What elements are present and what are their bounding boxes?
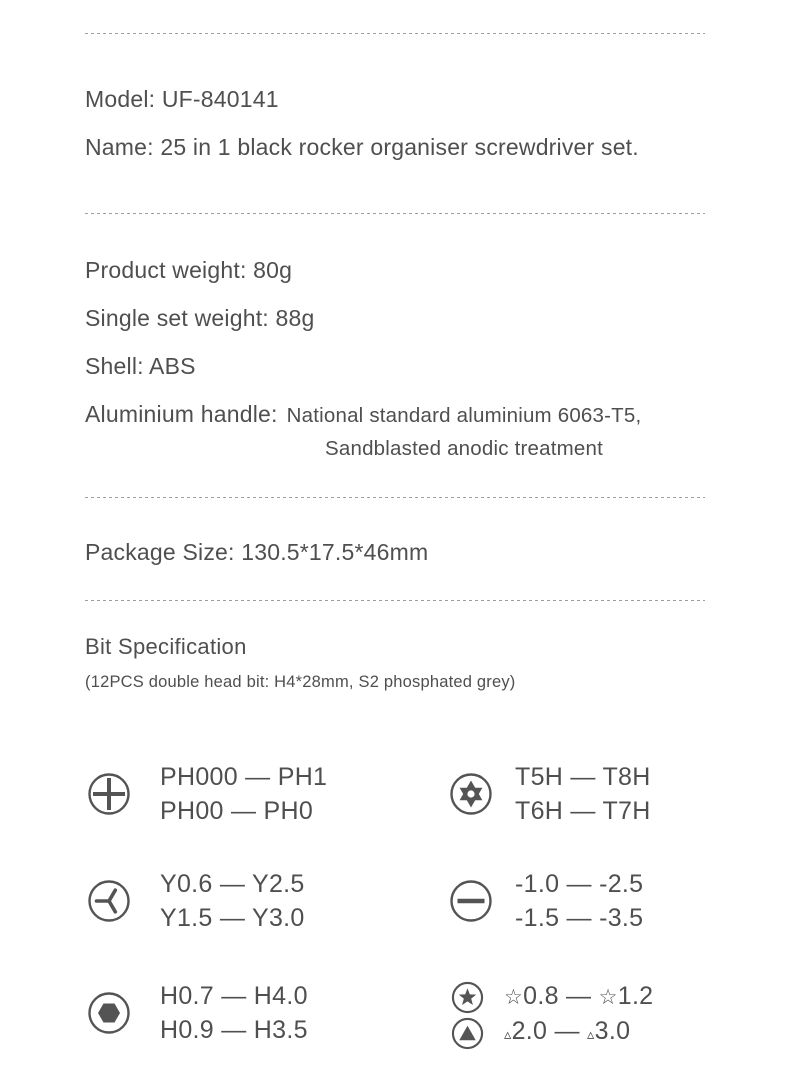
bit-range-text	[160, 760, 327, 828]
bit-range-line: H0.9 — H3.5	[160, 1016, 308, 1044]
model-line: Model: UF-840141	[85, 86, 279, 112]
star-outline-glyph: ☆	[504, 986, 524, 1009]
bit-range-text	[160, 867, 305, 935]
divider-after-package	[85, 600, 705, 601]
bit-range-line: -1.0 — -2.5	[515, 870, 644, 898]
phillips-icon	[87, 772, 131, 816]
triangle-icon	[451, 1017, 484, 1050]
bit-group-y-type	[87, 867, 305, 935]
bit-range-line: T6H — T7H	[515, 797, 651, 825]
bit-group-hex	[87, 979, 308, 1047]
star-icon	[451, 981, 484, 1014]
shell-line: Shell: ABS	[85, 353, 196, 379]
handle-value-line1: National standard aluminium 6063-T5,	[286, 404, 642, 427]
bit-range-line: PH00 — PH0	[160, 797, 314, 825]
bit-range-text	[504, 1014, 630, 1052]
triangle-outline-glyph: ▵	[504, 1027, 512, 1043]
aluminium-handle-value	[287, 399, 642, 465]
star-outline-glyph: ☆	[598, 986, 618, 1009]
bit-specification-heading: Bit Specification	[85, 634, 247, 659]
bit-group-slotted	[449, 867, 643, 935]
aluminium-handle-label: Aluminium handle:	[85, 401, 278, 427]
bit-range-line: T5H — T8H	[515, 763, 651, 791]
bit-range-text	[515, 867, 643, 935]
y-type-icon	[87, 879, 131, 923]
bit-range-line: -1.5 — -3.5	[515, 904, 644, 932]
torx-security-icon	[449, 772, 493, 816]
bit-range-line: ▵2.0 — ▵3.0	[504, 1017, 631, 1045]
bit-range-line: Y1.5 — Y3.0	[160, 904, 305, 932]
bit-range-line: Y0.6 — Y2.5	[160, 870, 305, 898]
aluminium-handle-row	[85, 399, 641, 465]
bit-group-phillips	[87, 760, 327, 828]
bit-range-line: ☆0.8 — ☆1.2	[504, 982, 654, 1010]
product-name-line: Name: 25 in 1 black rocker organiser screwdriver set.	[85, 134, 639, 160]
single-set-weight-line: Single set weight: 88g	[85, 305, 315, 331]
product-weight-line: Product weight: 80g	[85, 257, 293, 283]
bit-range-text	[160, 979, 308, 1047]
bit-group-triangle	[451, 1016, 630, 1050]
hex-icon	[87, 991, 131, 1035]
bit-group-torx-security	[449, 760, 651, 828]
bit-range-text	[504, 979, 653, 1015]
package-size-line: Package Size: 130.5*17.5*46mm	[85, 539, 429, 565]
bit-specification-subheading: (12PCS double head bit: H4*28mm, S2 phosphated grey)	[85, 673, 516, 691]
bit-group-star	[451, 980, 653, 1014]
slotted-icon	[449, 879, 493, 923]
divider-top	[85, 33, 705, 34]
bit-range-line: PH000 — PH1	[160, 763, 328, 791]
bit-range-line: H0.7 — H4.0	[160, 982, 308, 1010]
divider-after-name	[85, 213, 705, 214]
handle-value-line2: Sandblasted anodic treatment	[325, 437, 603, 460]
divider-after-handle	[85, 497, 705, 498]
bit-range-text	[515, 760, 651, 828]
triangle-outline-glyph: ▵	[587, 1027, 595, 1043]
